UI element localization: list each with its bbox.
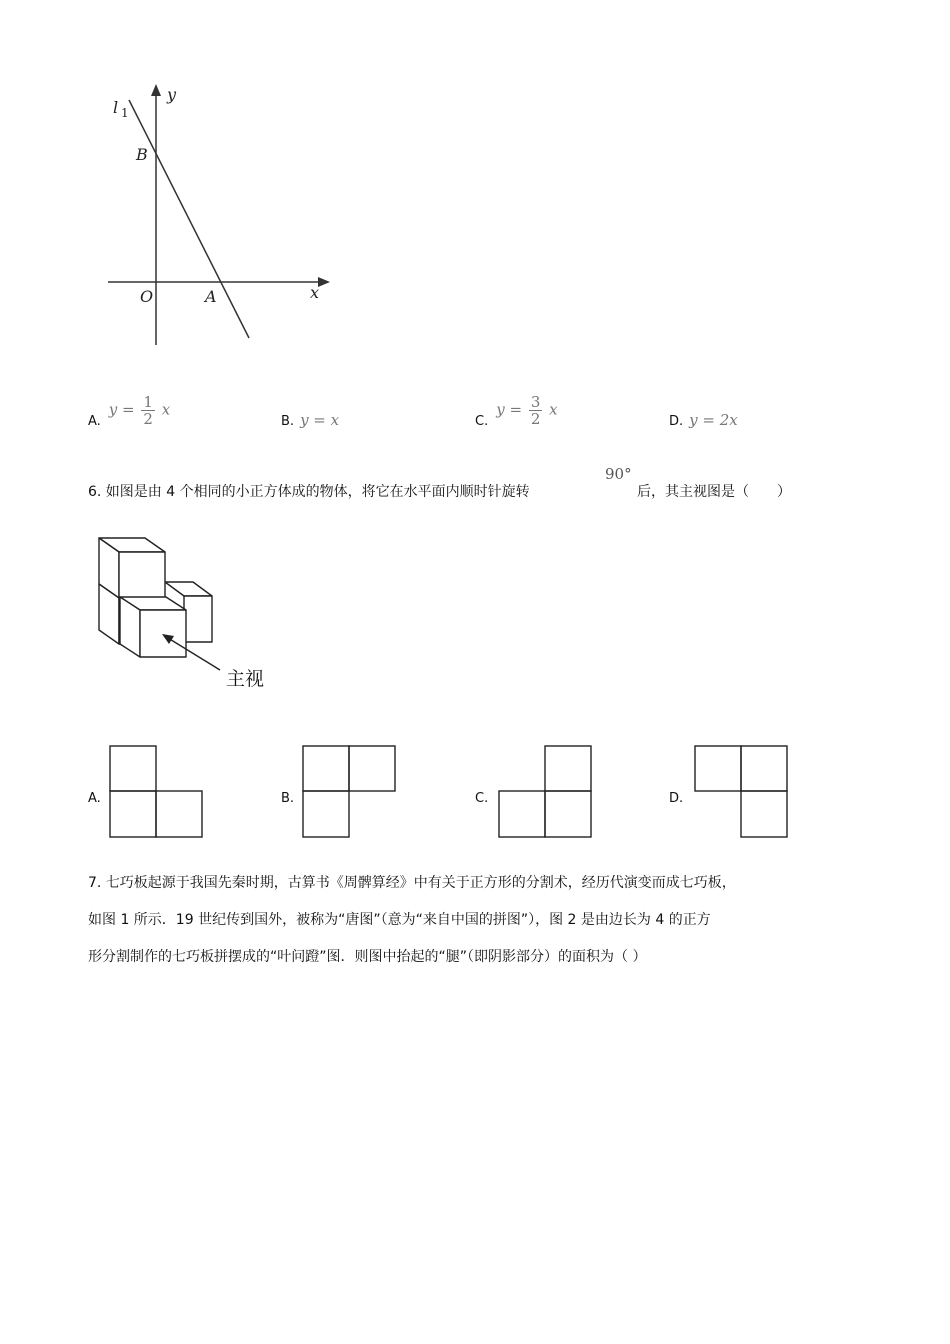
q7-line-1: 7. 七巧板起源于我国先秦时期，古算书《周髀算经》中有关于正方形的分割术，经历代演变而成七巧板， [88,875,736,891]
q6-option-c-figure[interactable] [497,744,595,840]
x-axis-arrow [318,277,330,287]
q6-option-b-figure[interactable] [301,744,399,840]
line-label: l [113,98,119,117]
q6-prefix: 6. 如图是由 4 个相同的小正方体成的物体，将它在水平面内顺时针旋转 [88,484,530,500]
option-formula: y = 2x [689,410,738,429]
formula-rhs: x [161,400,171,419]
fraction-numerator: 3 [530,393,541,411]
line-subscript: 1 [121,106,129,120]
q6-option-d-figure[interactable] [693,744,791,840]
q6-option-d-label[interactable]: D. [669,791,684,806]
fraction-numerator: 1 [143,393,153,411]
point-b-label: B [136,145,148,164]
formula-lhs: y = [108,400,135,419]
q6-text [88,482,530,502]
coordinate-graph [100,80,340,355]
q5-option-a[interactable] [88,392,170,429]
q6-angle: 90° [605,465,632,483]
q5-option-b[interactable] [281,410,339,429]
formula-lhs: y = [496,400,523,419]
fraction-denominator: 2 [143,410,153,428]
fraction [529,394,543,427]
option-formula [109,394,170,427]
option-label: D. [669,414,684,429]
q6-suffix: 后，其主视图是（ ） [637,484,791,500]
option-formula [496,394,557,427]
option-label: B. [281,414,295,429]
q6-option-a-label[interactable]: A. [88,791,101,806]
option-formula: y = x [300,410,340,429]
q6-option-b-label[interactable]: B. [281,791,295,806]
x-axis-label: x [310,283,320,302]
q6-option-c-label[interactable]: C. [475,791,489,806]
q5-option-d[interactable] [669,410,738,429]
q5-option-c[interactable] [475,392,558,429]
fraction [141,394,155,427]
origin-label: O [140,287,154,306]
q7-line-2: 如图 1 所示．19 世纪传到国外，被称为“唐图”（意为“来自中国的拼图”），图 2 是由边长为 4 的正方 [88,912,711,928]
y-axis-label: y [167,85,177,104]
option-label: A. [88,414,101,429]
y-axis-arrow [151,84,161,96]
q6-option-a-figure[interactable] [108,744,206,840]
option-label: C. [475,414,489,429]
fraction-denominator: 2 [530,410,541,428]
formula-rhs: x [549,400,558,419]
view-label: 主视 [226,668,265,690]
q7-line-3: 形分割制作的七巧板拼摆成的“叶问蹬”图．则图中抬起的“腿”（即阴影部分）的面积为（ ） [88,949,647,965]
point-a-label: A [205,287,217,306]
